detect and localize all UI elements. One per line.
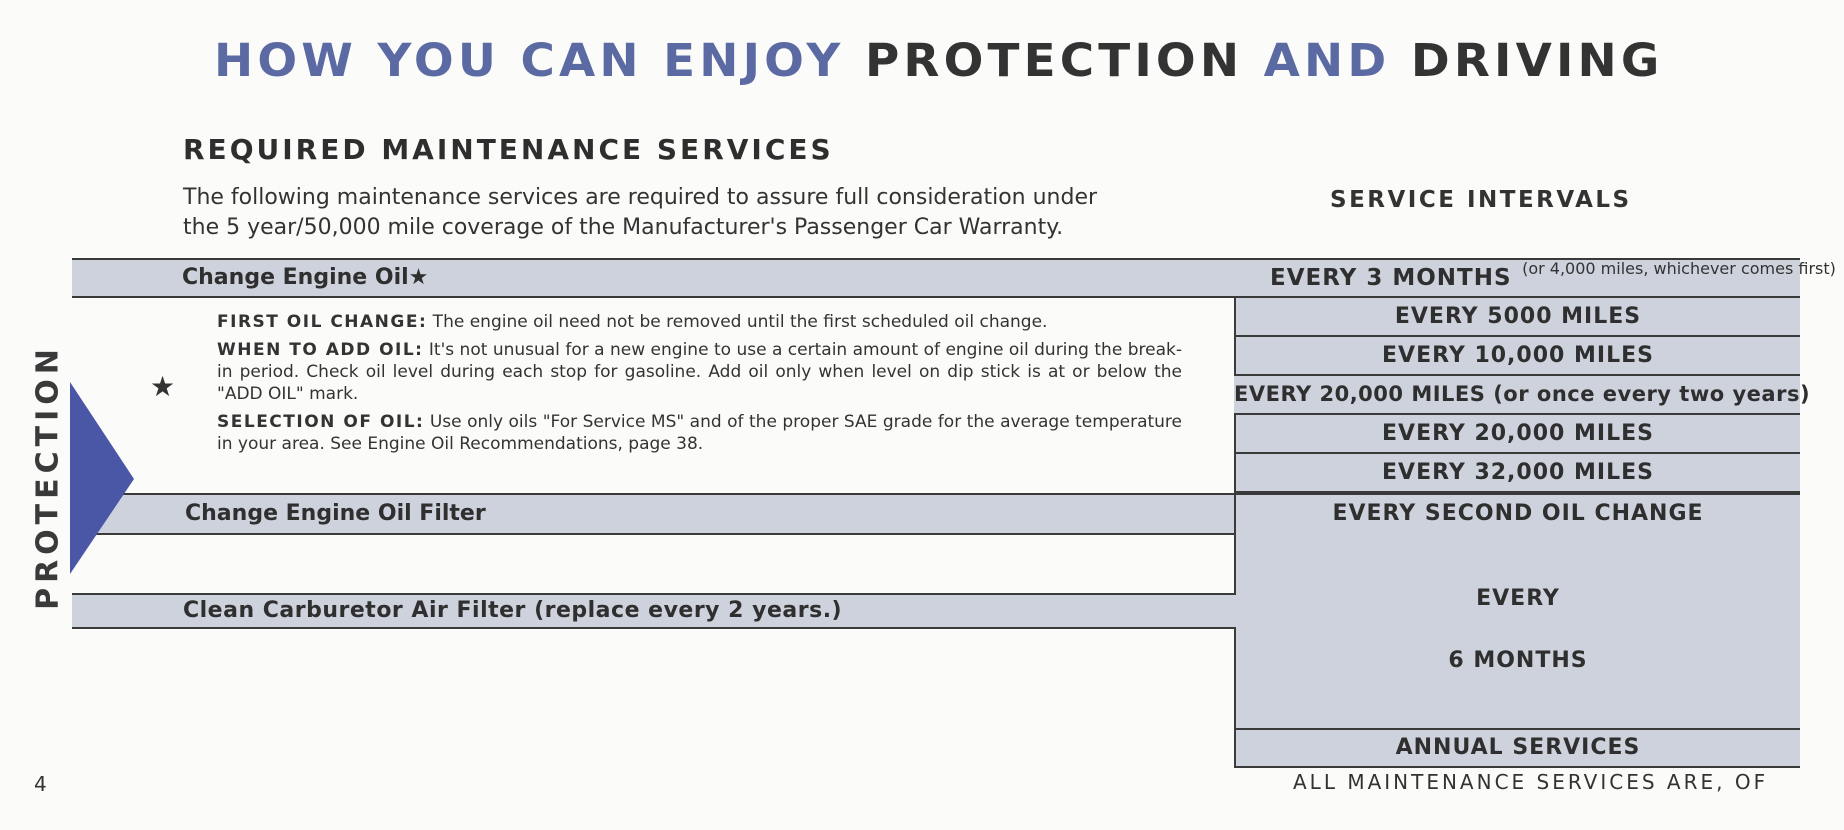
interval-32000-miles: EVERY 32,000 MILES [1236,454,1800,493]
headline-part4: DRIVING [1410,34,1664,87]
annual-services-cell [1234,728,1800,768]
protection-side-label: PROTECTION [30,344,66,610]
headline-part1: HOW YOU CAN ENJOY [214,34,845,87]
oil-filter-interval: EVERY SECOND OIL CHANGE [1332,501,1704,526]
intro-paragraph: The following maintenance services are required to assure full consideration under the 5 year/50,000 mile coverage of the Manufacturer's Passenger Car Warranty. [183,185,1098,240]
note-selection-text: Use only oils "For Service MS" and of the proper SAE grade for the average temperature in your area. See Engine Oil Recommendations, page 38. [217,412,1182,454]
note-first-oil-change [217,311,1182,333]
protection-triangle-icon [70,382,136,576]
oil-change-interval-note: (or 4,000 miles, whichever comes first) [1522,259,1836,278]
six-months-block [1234,533,1800,728]
carburetor-label: Clean Carburetor Air Filter (replace every 2 years.) [183,598,843,623]
oil-change-row [72,258,1836,298]
star-icon: ★ [150,370,176,403]
oil-change-label: Change Engine Oil★ [182,265,429,290]
oil-filter-label: Change Engine Oil Filter [185,501,486,526]
headline-part3: AND [1263,34,1391,87]
oil-notes [217,311,1182,461]
six-months-line2: 6 MONTHS [1448,648,1588,673]
note-selection [217,411,1182,455]
note-selection-label: SELECTION OF OIL: [217,412,425,432]
service-intervals-heading: SERVICE INTERVALS [1330,187,1632,213]
oil-change-interval: EVERY 3 MONTHS [1270,265,1512,291]
note-when-text: It's not unusual for a new engine to use a certain amount of engine oil during the break-in period. Check oil level during each stop for gasoline. Add oil only when level on dip stick is at or below the "ADD OIL" mark. [217,340,1182,404]
oil-filter-row [72,493,1800,535]
interval-20000-miles: EVERY 20,000 MILES [1236,415,1800,454]
annual-services-label: ANNUAL SERVICES [1395,735,1641,760]
note-first-text: The engine oil need not be removed until the first scheduled oil change. [427,312,1048,332]
interval-10000-miles: EVERY 10,000 MILES [1236,337,1800,376]
page-headline [214,34,1663,87]
interval-5000-miles: EVERY 5000 MILES [1236,298,1800,337]
headline-part2: PROTECTION [864,34,1244,87]
page-number: 4 [34,772,47,796]
note-first-label: FIRST OIL CHANGE: [217,312,428,332]
note-when-to-add [217,339,1182,405]
note-when-label: WHEN TO ADD OIL: [217,340,424,360]
six-months-line1: EVERY [1476,586,1560,611]
interval-column [1234,298,1811,493]
footer-text: ALL MAINTENANCE SERVICES ARE, OF [1293,770,1769,794]
carburetor-row [72,593,1236,629]
interval-20000-miles-two-years: EVERY 20,000 MILES (or once every two years) [1234,376,1800,415]
section-title: REQUIRED MAINTENANCE SERVICES [183,133,834,166]
